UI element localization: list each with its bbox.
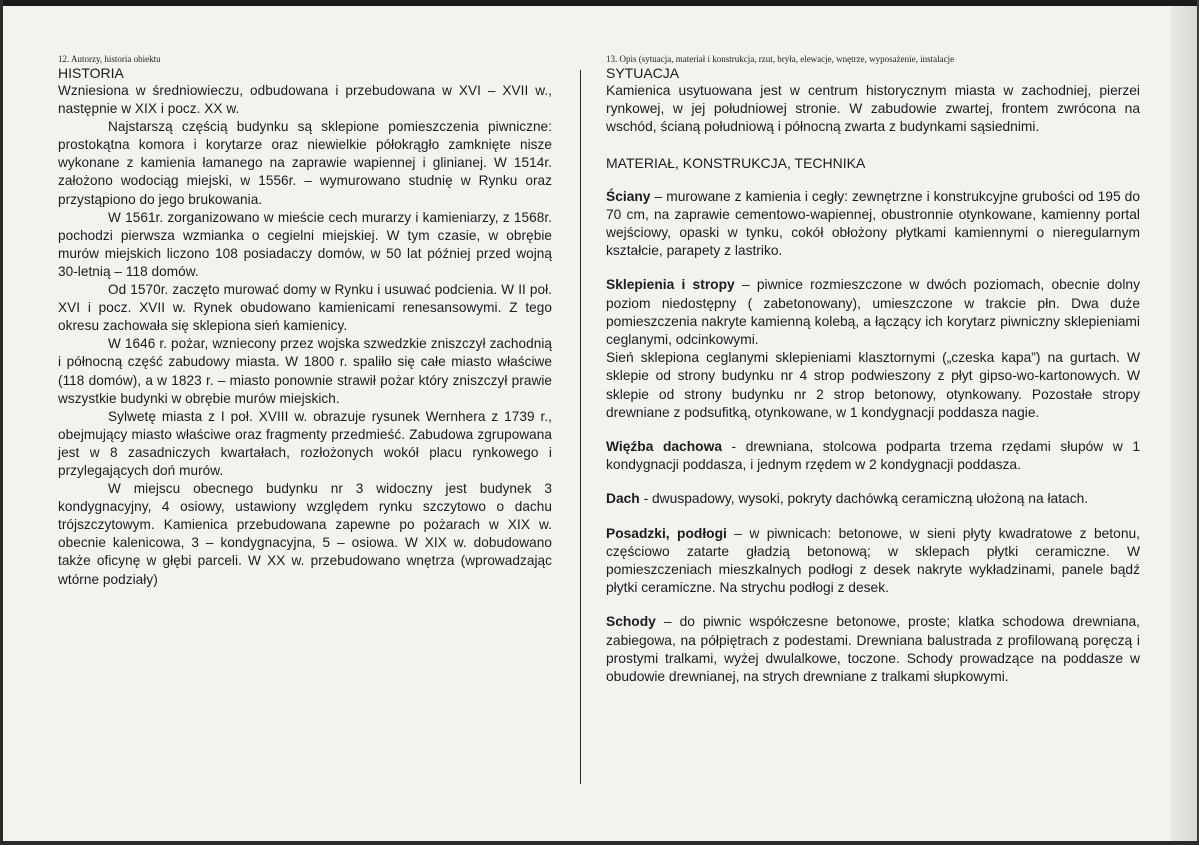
spec-text: – w piwnicach: betonowe, w sieni płyty kwadratowe z betonu, częściowo zatarte gładzią betonową; w sklepach płytki ceramiczne. W pomieszczeniach mieszkalnych podłogi z desek nakryte wykładzinami, panele bądź płytki ceramiczne. Na strychu podłogi z desek.: [606, 525, 1140, 596]
spec-item-roof: [606, 490, 1140, 508]
section-caption: 12. Autorzy, historia obiektu: [58, 54, 161, 64]
section-caption: 13. Opis (sytuacja, materiał i konstrukcja, rzut, bryła, elewacje, wnętrze, wyposażenie, instalacje: [606, 54, 955, 64]
history-column: [58, 54, 552, 589]
scan-border-top: [0, 0, 1199, 6]
spec-item-floors: [606, 525, 1140, 598]
history-paragraph: Od 1570r. zaczęto murować domy w Rynku i usuwać podcienia. W II poł. XVI i pocz. XVII w. Rynek obudowano kamienicami renesansowymi. Z tego okresu zachowała się sklepiona sień kamienicy.: [58, 282, 552, 334]
scan-page-edge: [1171, 6, 1197, 841]
column-divider: [580, 70, 581, 784]
spec-term: Dach: [606, 491, 640, 507]
history-paragraph: W 1646 r. pożar, wzniecony przez wojska szwedzkie zniszczył zachodnią i północną część zabudowy miasta. W 1800 r. spaliło się całe miasto właściwe (118 domów), a w 1823 r. – miasto ponownie strawił pożar który zniszczył prawie wszystkie budynki w obrębie murów miejskich.: [58, 336, 552, 406]
spec-text: – piwnice rozmieszczone w dwóch poziomach, obecnie dolny poziom niedostępny ( zabetonowany), umieszczone w trakcie płn. Dwa duże pomieszczenia nakryte kamienną kolebą, a łączący ich korytarz piwniczny sklepieniami ceglanymi, odcinkowymi.: [606, 277, 1140, 348]
spec-text: – murowane z kamienia i cegły: zewnętrzne i konstrukcyjne grubości od 195 do 70 cm, na zaprawie cementowo-wapiennej, obustronnie otynkowane, kamienny portal wejściowy, opaski w tynku, cokół obłożony płytkami kamiennymi o nieregularnym kształcie, parapety z lastriko.: [606, 188, 1140, 259]
spec-text: - dwuspadowy, wysoki, pokryty dachówką ceramiczną ułożoną na łatach.: [639, 491, 1089, 507]
spec-term: Posadzki, podłogi: [606, 525, 727, 541]
spec-item-vaults-extra: Sień sklepiona ceglanymi sklepieniami klasztornymi („czeska kapa”) na gurtach. W sklepie od strony budynku nr 4 strop podwieszony z płyt gipso-wo-kartonowych. W sklepie od strony budynku nr 2 strop betonowy, otynkowany. Pozostałe stropy drewniane z podsufitką, otynkowane, w 1 kondygnacji poddasza nagie.: [606, 350, 1140, 420]
spec-term: Więźba dachowa: [606, 439, 722, 455]
spec-item-walls: [606, 188, 1140, 261]
spec-term: Schody: [606, 614, 656, 630]
spec-item-stairs: [606, 613, 1140, 686]
spec-term: Ściany: [606, 188, 651, 204]
material-heading: MATERIAŁ, KONSTRUKCJA, TECHNIKA: [606, 154, 866, 171]
history-heading: HISTORIA: [58, 65, 124, 81]
description-column: [606, 54, 1140, 686]
scan-border-left: [0, 0, 3, 845]
scan-border-bottom: [0, 841, 1199, 845]
history-paragraph: Najstarszą częścią budynku są sklepione pomieszczenia piwniczne: prostokątna komora i korytarze oraz niewielkie półokrągło zamknięte nisze wykonane z kamienia łamanego na zaprawie wapiennej i glinianej. W 1514r. założono wodociąg miejski, w 1556r. – wymurowano studnię w Rynku oraz przystąpiono do jego brukowania.: [58, 119, 552, 207]
spec-item-roof-truss: [606, 438, 1140, 474]
history-paragraph: Sylwetę miasta z I poł. XVIII w. obrazuje rysunek Wernhera z 1739 r., obejmujący miasto właściwe oraz fragmenty przedmieść. Zabudowa zgrupowana jest w 8 zasadniczych kwartałach, rozłożonych wokół placu rynkowego i przylegających doń murów.: [58, 408, 552, 478]
spec-text: - drewniana, stolcowa podparta trzema rzędami słupów w 1 kondygnacji poddasza, i jednym rzędem w 2 kondygnacji poddasza.: [606, 439, 1140, 473]
history-paragraph: Wzniesiona w średniowieczu, odbudowana i przebudowana w XVI – XVII w., następnie w XIX i pocz. XX w.: [58, 83, 552, 117]
history-paragraph: W 1561r. zorganizowano w mieście cech murarzy i kamieniarzy, z 1568r. pochodzi pierwsza wzmianka o cegielni miejskiej. W tym czasie, w obrębie murów miejskich liczono 108 posiadaczy domów, w 50 lat później przed wojną 30-letnią – 118 domów.: [58, 209, 552, 279]
spec-text: – do piwnic współczesne betonowe, proste; klatka schodowa drewniana, zabiegowa, na półpiętrach z podestami. Drewniana balustrada z profilowaną poręczą i prostymi tralkami, wyżej dwulalkowe, toczone. Schody prowadzące na poddasze w obudowie drewnianej, na strych drewniane z tralkami słupkowymi.: [606, 614, 1140, 685]
situation-paragraph: Kamienica usytuowana jest w centrum historycznym miasta w zachodniej, pierzei rynkowej, w jej południowej stronie. W zabudowie zwartej, frontem zwrócona na wschód, ścianą południową i północną zwarta z budynkami sąsiednimi.: [606, 83, 1140, 135]
history-paragraph: W miejscu obecnego budynku nr 3 widoczny jest budynek 3 kondygnacyjny, 4 osiowy, ustawiony względem rynku szczytowo o dachu trójszczytowym. Kamienica przebudowana zapewne po pożarach w XIX w. obecnie kalenicowa, 3 – kondygnacyjna, 5 – osiowa. W XIX w. dobudowano także oficynę w głębi parceli. W XX w. przebudowano wnętrza (wprowadzając wtórne podziały): [58, 481, 552, 587]
spec-term: Sklepienia i stropy: [606, 277, 735, 293]
spec-item-vaults: [606, 276, 1140, 349]
situation-heading: SYTUACJA: [606, 65, 680, 81]
